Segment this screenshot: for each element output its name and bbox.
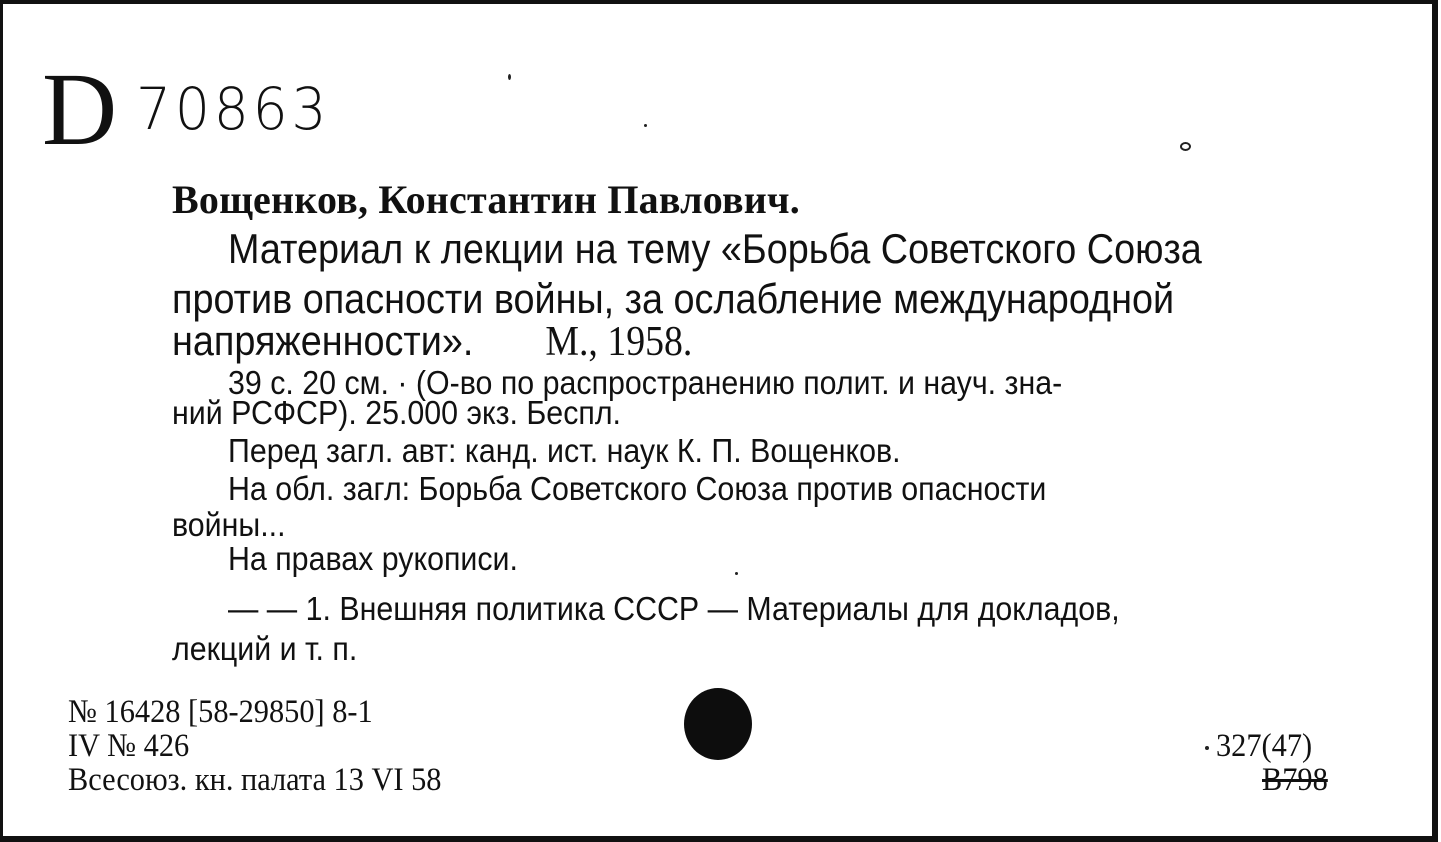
- ink-speck: [508, 74, 511, 80]
- imprint: М., 1958.: [545, 319, 693, 365]
- subject-heading-2: лекций и т. п.: [172, 630, 358, 667]
- title-line-1: Материал к лекции на тему «Борьба Советского Союза: [228, 225, 1202, 272]
- handwritten-call-number: 70863: [136, 75, 331, 143]
- title-line-3: [172, 317, 693, 365]
- subject-heading-1: — — 1. Внешняя политика СССР — Материалы для докладов,: [228, 590, 1120, 627]
- ink-speck: [735, 572, 738, 575]
- punch-hole: [684, 688, 752, 760]
- author-note: Перед загл. авт: канд. ист. наук К. П. Вощенков.: [228, 432, 901, 469]
- ink-speck: [1205, 746, 1209, 750]
- cover-title-note-2: войны...: [172, 506, 286, 543]
- manuscript-note: На правах рукописи.: [228, 540, 518, 577]
- ink-speck: [644, 124, 647, 127]
- series-number: IV № 426: [68, 728, 190, 764]
- call-letter: D: [42, 52, 118, 167]
- collation-line-1: 39 с. 20 см. · (О-во по распространению полит. и науч. зна-: [228, 364, 1063, 401]
- struck-code: В798: [1262, 762, 1328, 798]
- title-line-2: против опасности войны, за ослабление международной: [172, 275, 1175, 322]
- card-number: № 16428 [58-29850] 8-1: [68, 694, 373, 730]
- classification-code: 327(47): [1216, 728, 1313, 764]
- collation-line-2: ний РСФСР). 25.000 экз. Беспл.: [172, 394, 621, 431]
- author-heading: Вощенков, Константин Павлович.: [172, 177, 800, 222]
- ink-speck: [1180, 142, 1191, 151]
- chamber-stamp: Всесоюз. кн. палата 13 VI 58: [68, 762, 442, 798]
- cover-title-note-1: На обл. загл: Борьба Советского Союза против опасности: [228, 470, 1047, 507]
- title-line-3-text: напряженности».: [172, 317, 474, 364]
